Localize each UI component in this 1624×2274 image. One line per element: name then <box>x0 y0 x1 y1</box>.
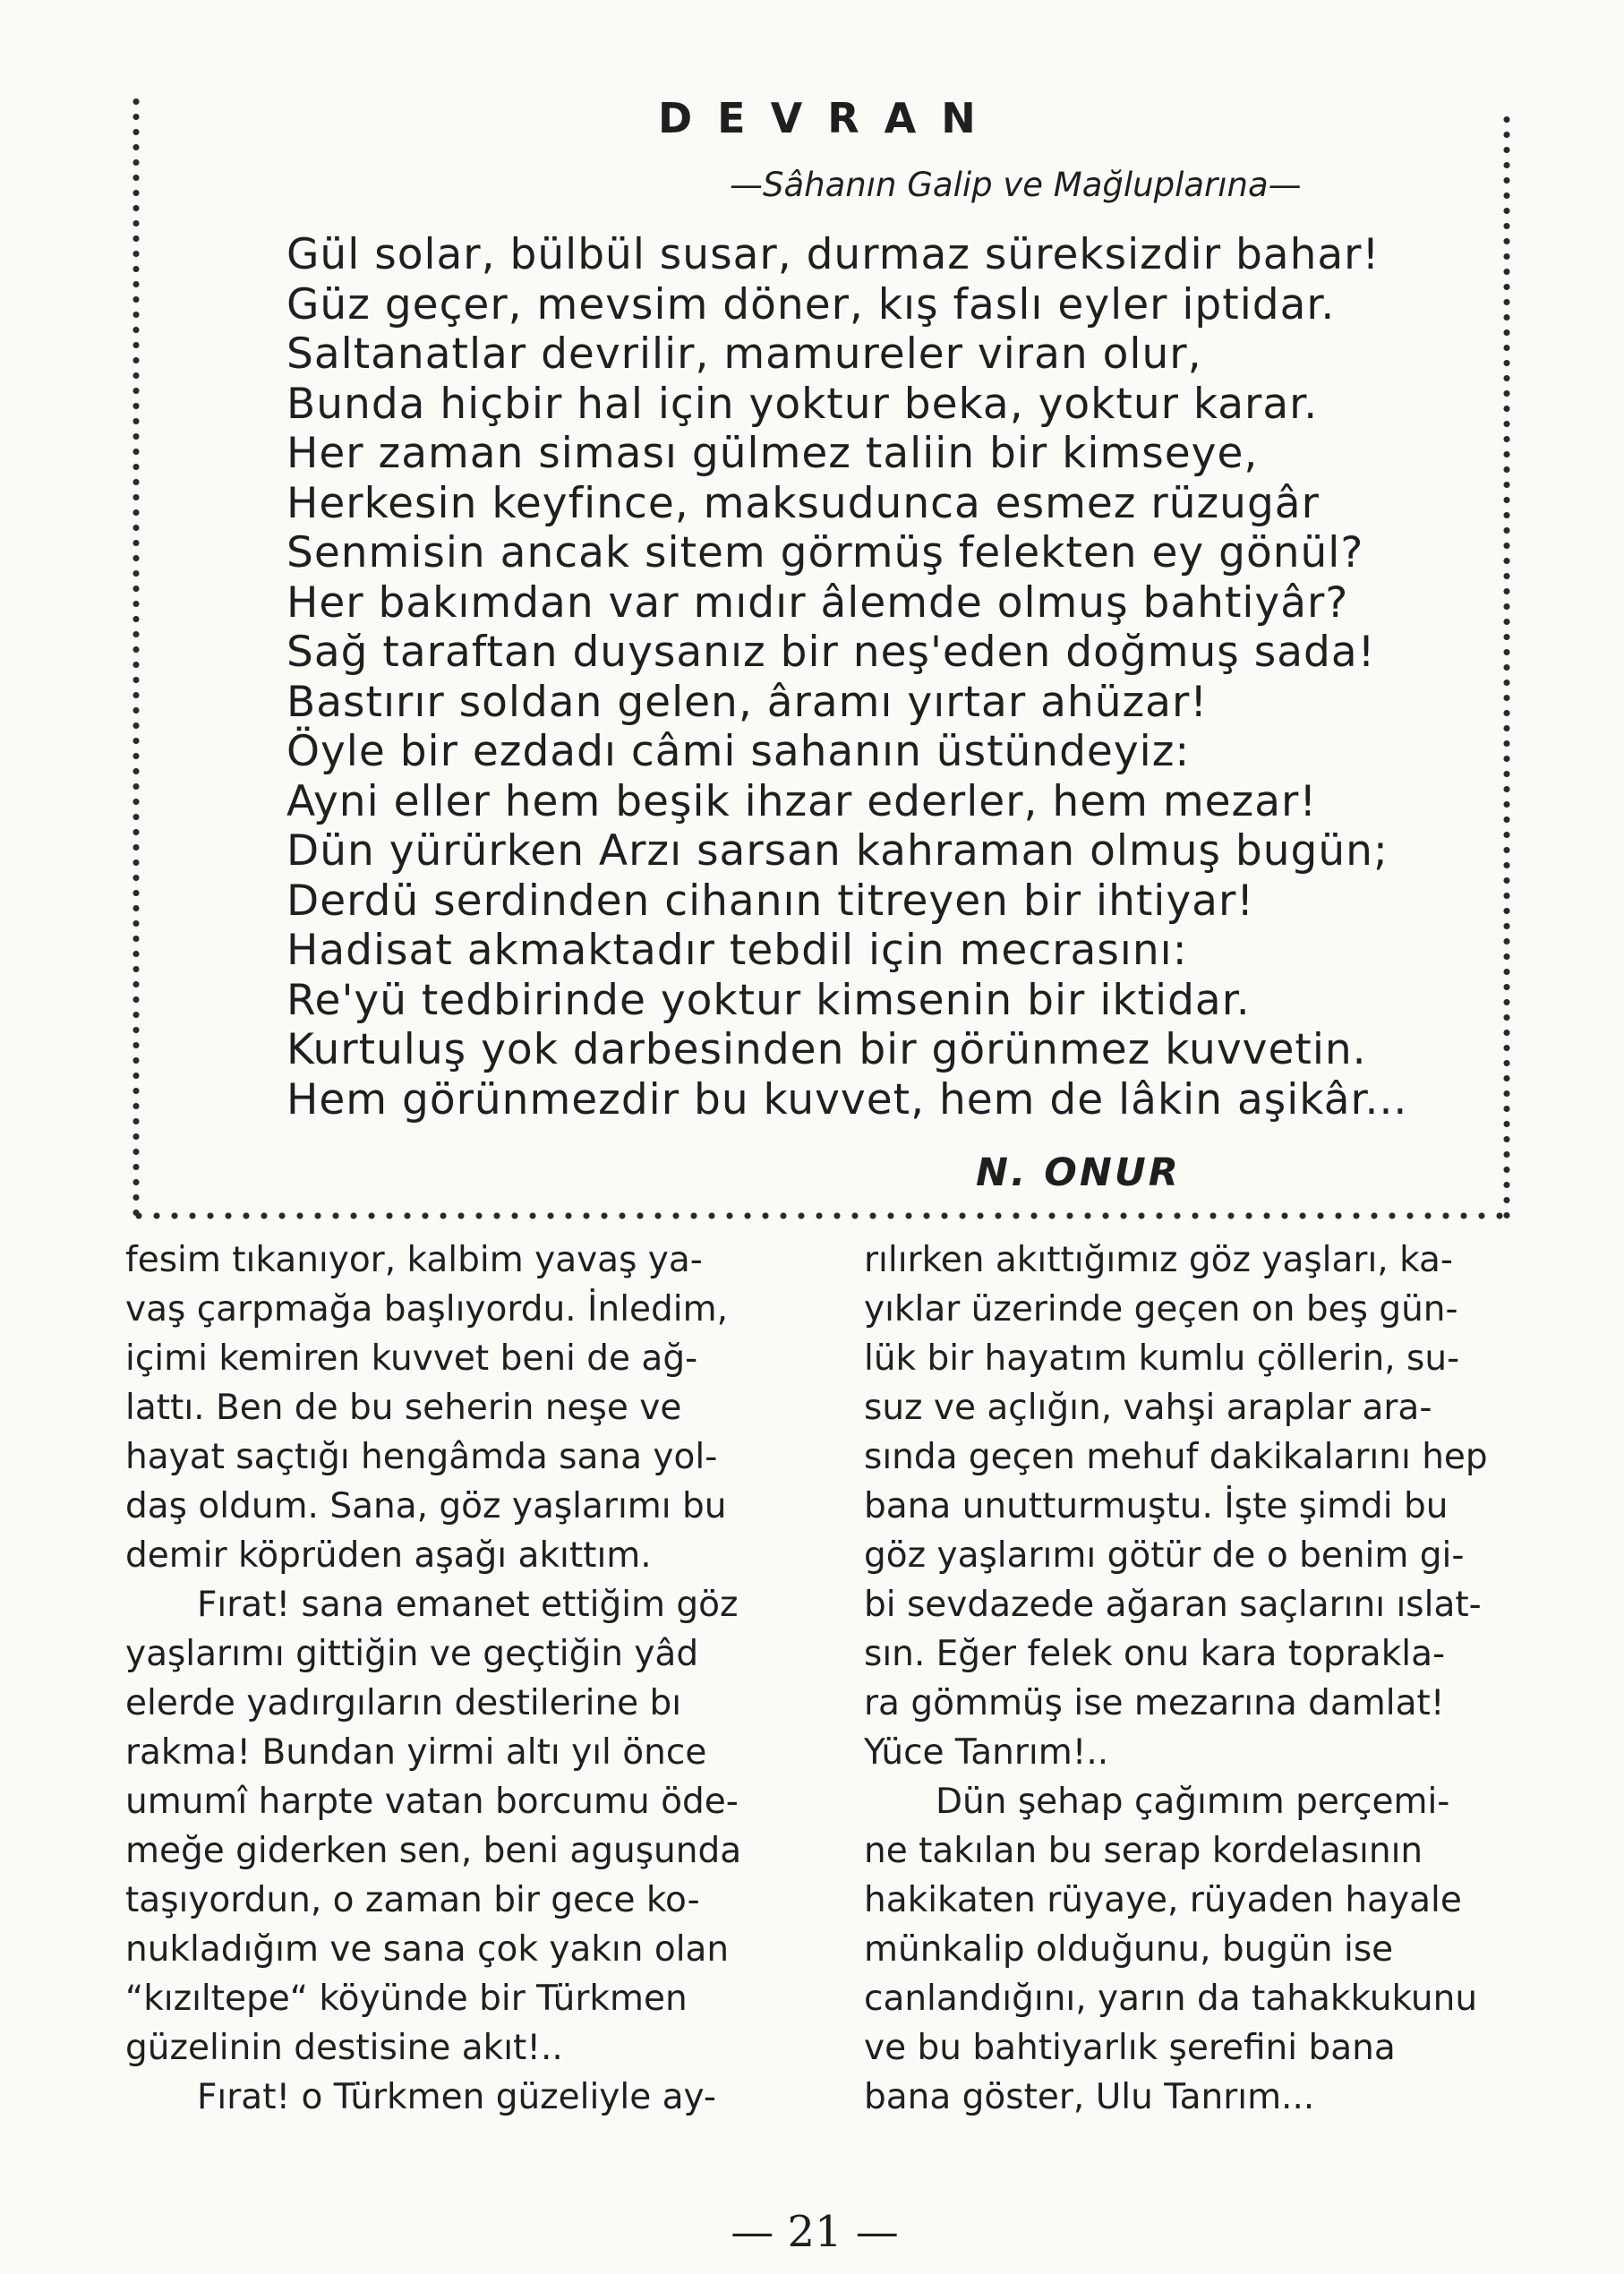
prose-line: demir köprüden aşağı akıttım. <box>125 1535 652 1576</box>
poem-line: Saltanatlar devrilir, mamureler viran olur, <box>286 329 1202 379</box>
prose-line: bana göster, Ulu Tanrım... <box>864 2077 1315 2117</box>
prose-line: elerde yadırgıların destilerine bı <box>125 1683 682 1723</box>
prose-line: rılırken akıttığımız göz yaşları, ka- <box>864 1240 1453 1280</box>
prose-line: nukladığım ve sana çok yakın olan <box>125 1929 730 1970</box>
poem-line: Her bakımdan var mıdır âlemde olmuş bahtiyâr? <box>286 577 1349 628</box>
poem-line: Dün yürürken Arzı sarsan kahraman olmuş bugün; <box>286 826 1389 876</box>
prose-line: bi sevdazede ağaran saçlarını ıslat- <box>864 1585 1482 1625</box>
poem-line: Sağ taraftan duysanız bir neş'eden doğmuş sada! <box>286 628 1376 677</box>
prose-line: göz yaşlarımı götür de o benim gi- <box>864 1535 1465 1576</box>
prose-line: canlandığını, yarın da tahakkukunu <box>864 1979 1478 2019</box>
prose-line: ve bu bahtiyarlık şerefini bana <box>864 2028 1396 2068</box>
prose-line: rakma! Bundan yirmi altı yıl önce <box>125 1732 707 1773</box>
prose-line: daş oldum. Sana, göz yaşlarımı bu <box>125 1486 727 1526</box>
poem-line: Bastırır soldan gelen, âramı yırtar ahüzar! <box>286 677 1209 727</box>
poem-author: N. ONUR <box>976 1150 1181 1195</box>
prose-line: Dün şehap çağımım perçemi- <box>936 1782 1450 1822</box>
prose-line: Yüce Tanrım!.. <box>864 1732 1109 1773</box>
prose-line: “kızıltepe“ köyünde bir Türkmen <box>125 1979 688 2019</box>
prose-line: bana unutturmuştu. İşte şimdi bu <box>864 1486 1449 1526</box>
prose-column-left <box>125 1235 806 2122</box>
prose-line: ne takılan bu serap kordelasının <box>864 1831 1423 1871</box>
prose-line: yıklar üzerinde geçen on beş gün- <box>864 1289 1458 1329</box>
prose-line: umumî harpte vatan borcumu öde- <box>125 1782 739 1822</box>
ornamental-border-right <box>1500 112 1513 1222</box>
poem-line: Güz geçer, mevsim döner, kış faslı eyler iptidar. <box>286 279 1336 329</box>
prose-line: içimi kemiren kuvvet beni de ağ- <box>125 1338 698 1379</box>
prose-line: lattı. Ben de bu seherin neşe ve <box>125 1388 682 1428</box>
prose-line: Fırat! sana emanet ettiğim göz <box>197 1585 739 1625</box>
prose-line: meğe giderken sen, beni aguşunda <box>125 1831 742 1871</box>
prose-line: sında geçen mehuf dakikalarını hep <box>864 1437 1488 1477</box>
poem-line: Hem görünmezdir bu kuvvet, hem de lâkin aşikâr... <box>286 1074 1408 1124</box>
poem-frame <box>130 94 1513 1222</box>
prose-line: yaşlarımı gittiğin ve geçtiğin yâd <box>125 1634 699 1674</box>
poem-line: Herkesin keyfince, maksudunca esmez rüzugâr <box>286 478 1320 528</box>
poem-line: Derdü serdinden cihanın titreyen bir ihtiyar! <box>286 876 1255 926</box>
prose-line: hayat saçtığı hengâmda sana yol- <box>125 1437 718 1477</box>
prose-line: taşıyordun, o zaman bir gece ko- <box>125 1880 700 1920</box>
prose-line: güzelinin destisine akıt!.. <box>125 2028 563 2068</box>
prose-line: suz ve açlığın, vahşi araplar ara- <box>864 1388 1432 1428</box>
poem-line: Senmisin ancak sitem görmüş felekten ey gönül? <box>286 528 1364 577</box>
prose-line: fesim tıkanıyor, kalbim yavaş ya- <box>125 1240 703 1280</box>
prose-line: münkalip olduğunu, bugün ise <box>864 1929 1394 1970</box>
poem-line: Her zaman siması gülmez taliin bir kimseye, <box>286 429 1259 478</box>
poem-line: Kurtuluş yok darbesinden bir görünmez kuvvetin. <box>286 1025 1367 1074</box>
poem-dedication: —Sâhanın Galip ve Mağluplarına— <box>730 166 1302 204</box>
poem-line: Öyle bir ezdadı câmi sahanın üstündeyiz: <box>286 727 1191 776</box>
poem-line: Hadisat akmaktadır tebdil için mecrasını: <box>286 926 1188 975</box>
poem-line: Re'yü tedbirinde yoktur kimsenin bir iktidar. <box>286 975 1251 1025</box>
prose-line: hakikaten rüyaye, rüyaden hayale <box>864 1880 1462 1920</box>
poem-line: Bunda hiçbir hal için yoktur beka, yoktur karar. <box>286 379 1319 429</box>
poem-line: Ayni eller hem beşik ihzar ederler, hem mezar! <box>286 776 1318 826</box>
poem-body <box>286 230 1441 1124</box>
prose-line: Fırat! o Türkmen güzeliyle ay- <box>197 2077 716 2117</box>
page-number: — 21 — <box>731 2207 899 2257</box>
prose-line: vaş çarpmağa başlıyordu. İnledim, <box>125 1289 728 1329</box>
ornamental-border-left <box>130 94 142 1222</box>
poem-title: DEVRAN <box>658 94 1001 142</box>
prose-column-right <box>864 1235 1544 2122</box>
prose-line: sın. Eğer felek onu kara toprakla- <box>864 1634 1446 1674</box>
prose-line: ra gömmüş ise mezarına damlat! <box>864 1683 1445 1723</box>
prose-line: lük bir hayatım kumlu çöllerin, su- <box>864 1338 1460 1379</box>
poem-line: Gül solar, bülbül susar, durmaz süreksizdir bahar! <box>286 230 1380 279</box>
ornamental-border-bottom <box>130 1210 1513 1222</box>
